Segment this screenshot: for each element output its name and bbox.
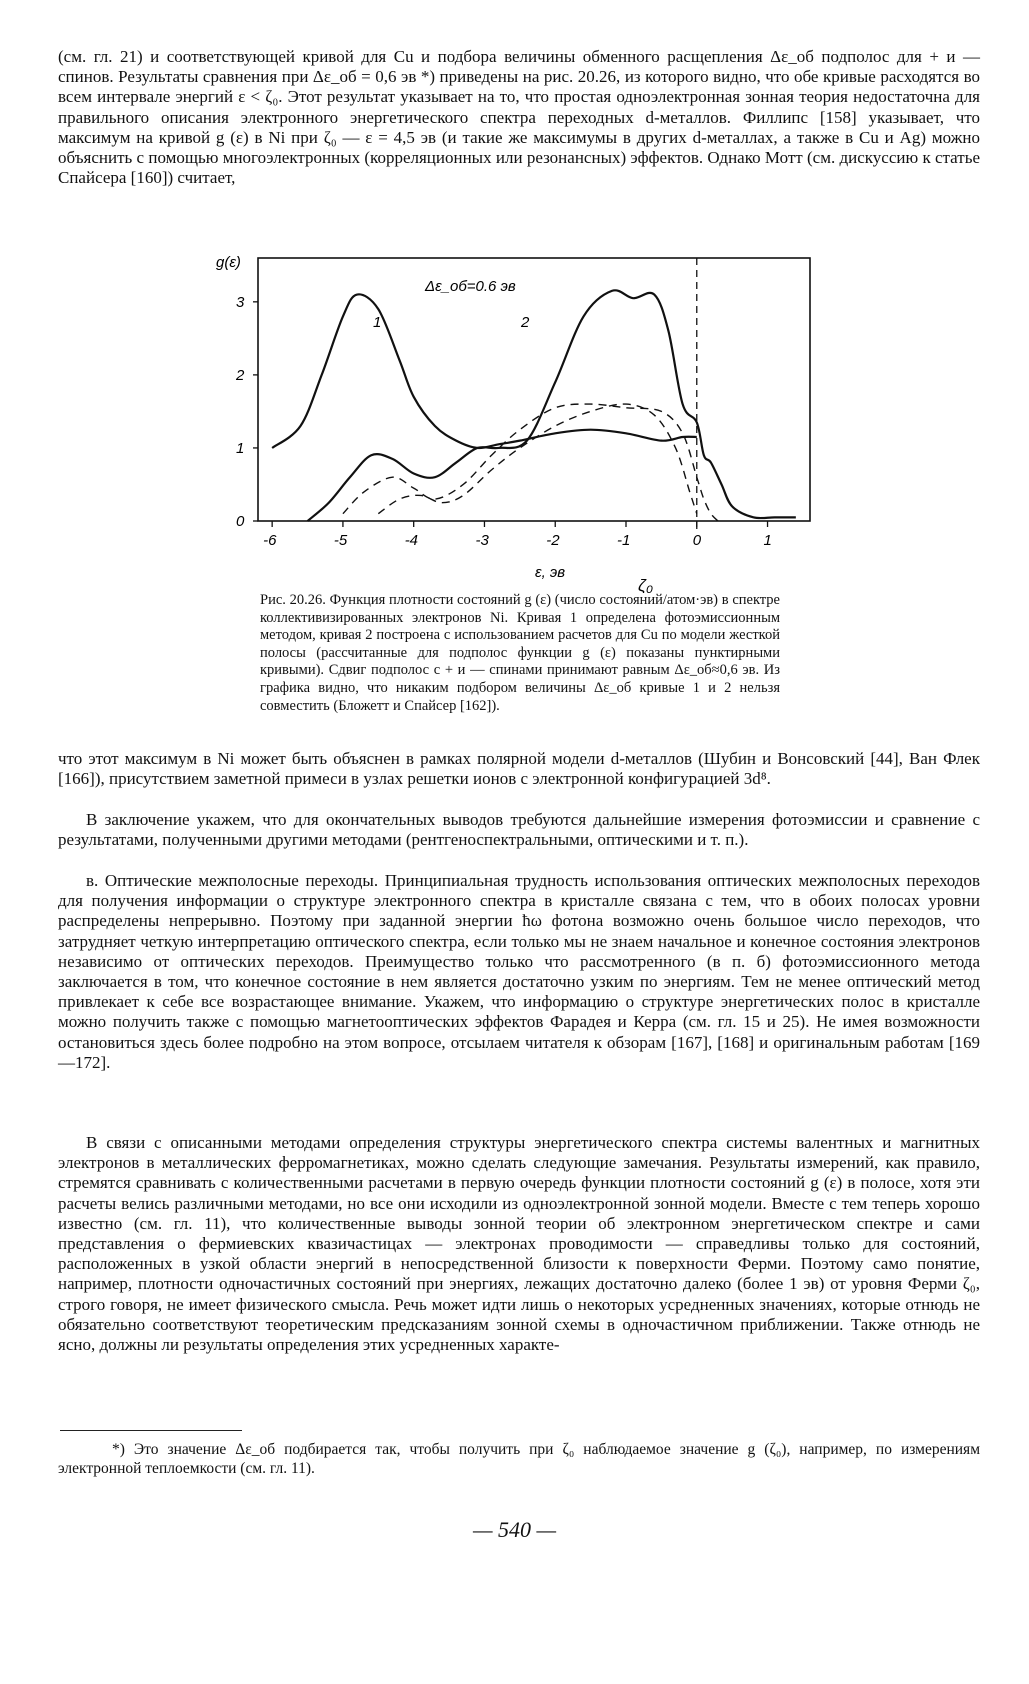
x-tick-label: 0 (692, 532, 702, 549)
delta-annotation: Δε_об=0.6 эв (425, 278, 516, 295)
y-tick-label: 2 (236, 366, 245, 384)
page-number: — 540 — (472, 1517, 557, 1542)
curve-label-1: 1 (373, 314, 382, 331)
density-of-states-chart (210, 253, 830, 593)
paragraph-2: В заключение укажем, что для окончательных выводов требуются дальнейшие измерения фотоэмиссии и сравнение с результатами, полученными другими методами (рентгеноспектральными, оптическими и т. п.). (58, 810, 980, 850)
footnote-rule (60, 1430, 242, 1431)
x-tick-label: -4 (404, 532, 419, 549)
paragraph-3: в. Оптические межполосные переходы. Принципиальная трудность использования оптических межполосных переходов для получения информации о структуре электронного спектра в кристалле связана с тем, что в обоих полосах уровни распределены непрерывно. Поэтому при заданной энергии ħω фотона возможно очень большое число переходов, что затрудняет четкую интерпретацию оптического спектра, если только мы не знаем начальное и конечное состояния электронов независимо от оптических переходов. Преимущество только что рассмотренного (в п. б) фотоэмиссионного метода заключается в том, что конечное состояние в нем является достаточно узким по энергиям. Тем не менее оптический метод привлекает к себе все возрастающее внимание. Укажем, что информацию о структуре энергетических полос в кристалле можно получить также с помощью магнетооптических эффектов Фарадея и Керра (см. гл. 15 и 25). Не имея возможности остановиться здесь более подробно на этом вопросе, отсылаем читателя к обзорам [167], [168] и оригинальным работам [169—172]. (58, 871, 980, 1072)
paragraph-4: В связи с описанными методами определения структуры энергетического спектра системы валентных и магнитных электронов в металлических ферромагнетиках, можно сделать следующие замечания. Результаты измерений, как правило, стремятся сравнивать с количественными расчетами в первую очередь функции плотности состояний g (ε) в полосе, хотя эти расчеты велись различными методами, но все они исходили из одноэлектронной зонной модели. Вместе с тем теперь хорошо известно (см. гл. 11), что количественные выводы зонной теории об электронном энергетическом спектре и сами представления о фермиевских квазичастицах — электронах проводимости — справедливы только для состояний, расположенных в узкой области энергий в непосредственной близости к поверхности Ферми. Поэтому само понятие, например, плотности одночастичных состояний при энергиях, лежащих достаточно далеко (более 1 эв) от уровня Ферми ζ₀, строго говоря, не имеет физического смысла. Речь может идти лишь о некоторых усредненных значениях, которые отнюдь не обязательно соответствуют теоретическим предсказаниям зонной схемы в одночастичном приближении. Также отнюдь не ясно, должны ли результаты определения этих усредненных характе- (58, 1133, 980, 1355)
x-tick-label: -2 (546, 532, 560, 549)
x-tick-label: 1 (763, 532, 772, 549)
series-curve-1 (272, 294, 697, 448)
curve-label-2: 2 (521, 314, 530, 331)
chart-axes (235, 258, 810, 549)
y-tick-label: 0 (236, 513, 245, 530)
plot-frame (258, 258, 810, 521)
y-axis-label: g(ε) (216, 254, 241, 271)
x-tick-label: -5 (333, 532, 348, 549)
figure-caption: Рис. 20.26. Функция плотности состояний g (ε) (число состояний/атом·эв) в спектре коллективизированных электронов Ni. Кривая 1 определена фотоэмиссионным методом, кривая 2 построена с использованием расчетов для Cu по модели жесткой полосы (рассчитанные для подполос функции g (ε) показаны пунктирными кривыми). Сдвиг подполос с + и — спинами принимают равным Δε_об≈0,6 эв. Из графика видно, что никаким подбором величины Δε_об кривые 1 и 2 нельзя совместить (Бложетт и Спайсер [162]). (260, 592, 780, 714)
x-tick-label: -1 (617, 532, 631, 549)
figure-20-26 (210, 253, 830, 593)
paragraph-1: что этот максимум в Ni может быть объяснен в рамках полярной модели d-металлов (Шубин и Вонсовский [44], Ван Флек [166]), присутствием заметной примеси в узлах решетки ионов с электронной конфигурацией 3d⁸. (58, 749, 980, 789)
footnote: *) Это значение Δε_об подбирается так, чтобы получить при ζ₀ наблюдаемое значение g (ζ₀), например, по измерениям электронной теплоемкости (см. гл. 11). (58, 1441, 980, 1477)
x-axis-label: ε, эв (535, 564, 566, 581)
y-tick-label: 3 (236, 293, 245, 311)
zeta-label: ζ₀ (638, 576, 654, 593)
x-tick-label: -3 (475, 532, 489, 549)
chart-series (272, 290, 796, 521)
top-paragraph: (см. гл. 21) и соответствующей кривой для Cu и подбора величины обменного расщепления Δε_об подполос для + и — спинов. Результаты сравнения при Δε_об = 0,6 эв *) приведены на рис. 20.26, из которого видно, что обе кривые расходятся во всем интервале энергий ε < ζ₀. Этот результат указывает на то, что простая одноэлектронная зонная теория недостаточна для правильного описания электронного энергетического спектра переходных d-металлов. Филлипс [158] указывает, что максимум на кривой g (ε) в Ni при ζ₀ — ε = 4,5 эв (и такие же максимумы в других d-металлах, а также в Cu и Ag) можно объяснить с помощью многоэлектронных (корреляционных или резонансных) эффектов. Однако Мотт (см. дискуссию к статье Спайсера [160]) считает, (58, 47, 980, 188)
y-tick-label: 1 (236, 439, 245, 457)
x-tick-label: -6 (263, 532, 277, 549)
